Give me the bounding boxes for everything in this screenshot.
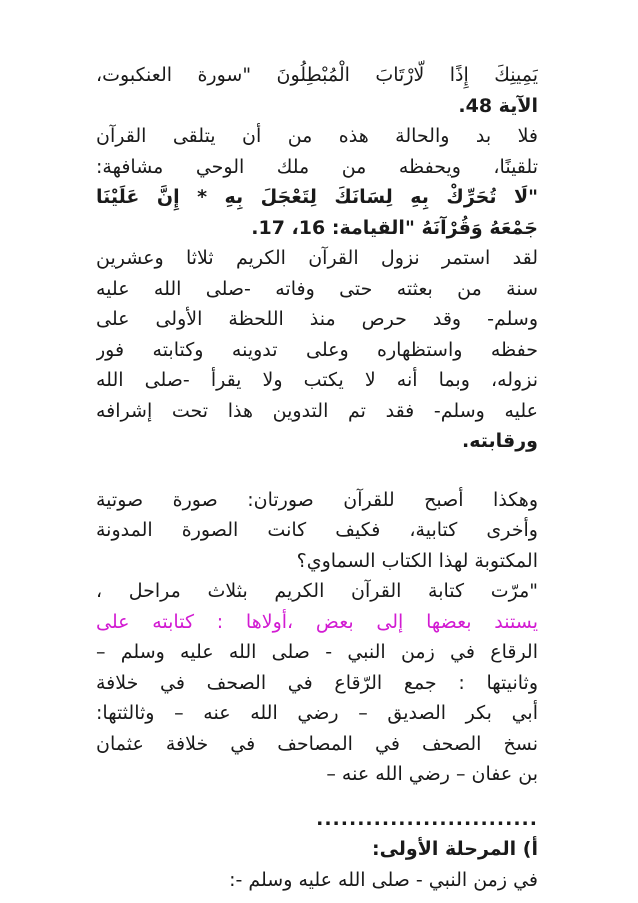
paragraph-line: المكتوبة لهذا الكتاب السماوي؟ [296, 549, 538, 572]
verse-reference-line: الآية 48. [458, 94, 538, 117]
section-heading: أ) المرحلة الأولى: [371, 838, 538, 860]
paragraph-line: الرقاع في زمن النبي - صلى الله عليه وسلم – [96, 641, 538, 663]
paragraph-line: نزوله، وبما أنه لا يكتب ولا يقرأ -صلى الله [96, 369, 538, 391]
verse-continuation-line: يَمِينِكَ إِذًا لَّارْتَابَ الْمُبْطِلُونَ "سورة العنكبوت، [96, 64, 538, 86]
highlighted-line: يستند بعضها إلى بعض ،أولاها : كتابته على [96, 610, 538, 633]
paragraph-line: وأخرى كتابية، فكيف كانت الصورة المدونة [96, 519, 538, 541]
paragraph-line: سنة من بعثته حتى وفاته -صلى الله عليه [96, 277, 538, 300]
paragraph-line: حفظه واستظهاره وعلى تدوينه وكتابته فور [96, 338, 538, 361]
paragraph-line: فلا بد والحالة هذه من أن يتلقى القرآن [96, 125, 538, 147]
paragraph-line: تلقينًا، ويحفظه من ملك الوحي مشافهة: [96, 155, 538, 178]
paragraph-line: نسخ الصحف في المصاحف في خلافة عثمان [96, 732, 538, 755]
dotted-separator: ........................... [316, 807, 538, 830]
paragraph-line: "مرّت كتابة القرآن الكريم بثلاث مراحل ، [96, 580, 538, 602]
paragraph-line: عليه وسلم- فقد تم التدوين هذا تحت إشرافه [96, 399, 538, 422]
paragraph-line: وثانيتها : جمع الرّقاع في الصحف في خلافة [96, 671, 538, 694]
quran-verse-line: "لَا تُحَرِّكْ بِهِ لِسَانَكَ لِتَعْجَلَ بِهِ * إِنَّ عَلَيْنَا [96, 186, 538, 208]
quran-verse-reference-line: جَمْعَهُ وَقُرْآنَهُ "القيامة: 16، 17. [251, 216, 538, 239]
paragraph-line: وسلم- وقد حرص منذ اللحظة الأولى على [96, 308, 538, 330]
paragraph-line: لقد استمر نزول القرآن الكريم ثلاثا وعشرين [96, 247, 538, 269]
paragraph-line: بن عفان – رضي الله عنه – [326, 763, 538, 785]
paragraph-line: ورقابته. [462, 430, 538, 452]
section-subheading: في زمن النبي - صلى الله عليه وسلم -: [229, 868, 538, 891]
paragraph-line: أبي بكر الصديق – رضي الله عنه – وثالثتها: [96, 702, 538, 724]
paragraph-line: وهكذا أصبح للقرآن صورتان: صورة صوتية [96, 488, 538, 511]
